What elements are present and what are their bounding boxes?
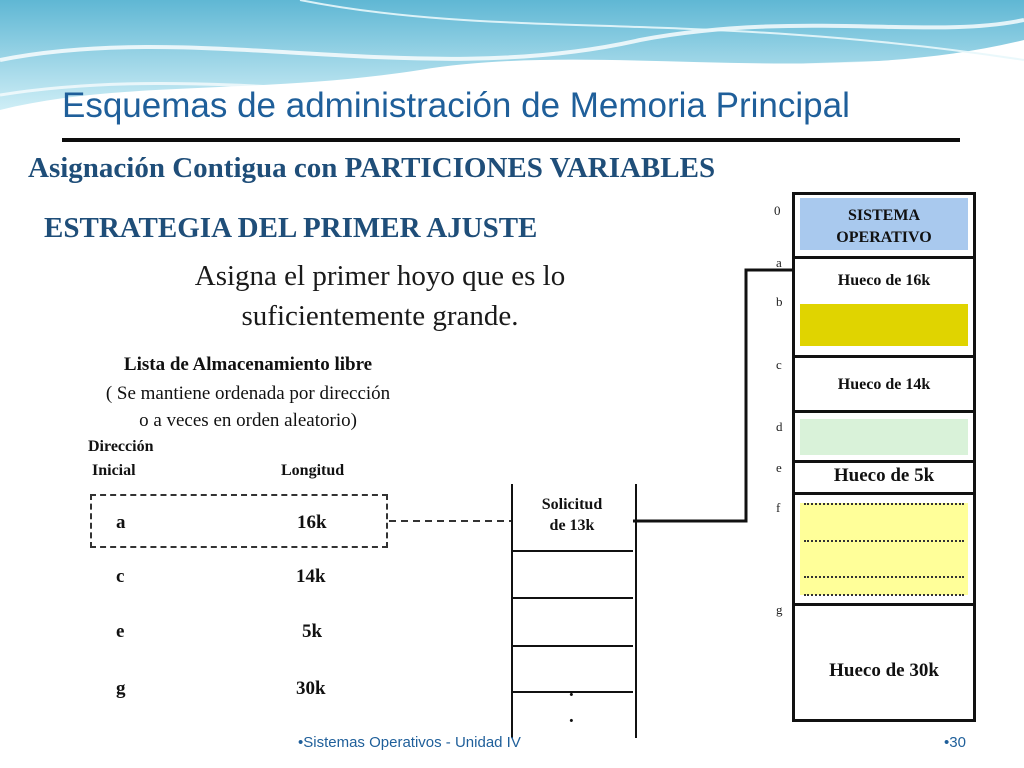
row-length: 30k: [296, 678, 326, 699]
request-line-1: Solicitud: [541, 496, 603, 513]
address-label: c: [776, 357, 782, 372]
hole-5k-label: Hueco de 5k: [833, 465, 935, 486]
os-label-line-1: SISTEMA: [847, 207, 921, 224]
row-length: 14k: [296, 566, 326, 587]
allocated-block-light-yellow: [800, 503, 968, 595]
address-label: f: [776, 500, 781, 515]
description-line-1: Asigna el primer hoyo que es lo: [194, 260, 566, 292]
dotted-line: [804, 540, 964, 542]
segment-divider: [792, 460, 976, 463]
ellipsis-dot: .: [569, 680, 574, 701]
row-length: 16k: [297, 512, 327, 533]
row-address: c: [116, 566, 125, 587]
segment-divider: [792, 603, 976, 606]
row-length: 5k: [302, 621, 323, 642]
dotted-line: [804, 503, 964, 505]
hole-14k-label: Hueco de 14k: [837, 376, 931, 393]
header-address-line-1: Dirección: [88, 438, 154, 455]
segment-divider: [792, 492, 976, 495]
strategy-heading: ESTRATEGIA DEL PRIMER AJUSTE: [44, 212, 538, 244]
os-label: [800, 205, 968, 249]
queue-divider: [511, 645, 633, 647]
row-address: e: [116, 621, 125, 642]
header-address-line-2: Inicial: [92, 462, 136, 479]
footer-page-number: •30: [944, 734, 966, 751]
os-label-line-2: OPERATIVO: [836, 229, 932, 246]
allocated-block-green: [800, 419, 968, 455]
allocated-block-13k: [800, 304, 968, 346]
address-label: e: [776, 460, 782, 475]
dotted-line: [804, 576, 964, 578]
header-length: Longitud: [281, 462, 345, 479]
free-list-title: Lista de Almacenamiento libre: [123, 354, 373, 375]
free-list-note-line-1: ( Se mantiene ordenada por dirección: [105, 383, 391, 404]
request-line-2: de 13k: [549, 517, 595, 534]
footer-course: •Sistemas Operativos - Unidad IV: [298, 734, 521, 751]
free-list-note-line-2: o a veces en orden aleatorio): [139, 410, 357, 431]
segment-divider: [792, 355, 976, 358]
ellipsis-dot: .: [569, 706, 574, 727]
hole-16k-label: Hueco de 16k: [837, 272, 931, 289]
request-label: [513, 494, 631, 536]
address-label: d: [776, 419, 783, 434]
address-label: a: [776, 255, 782, 270]
dotted-line: [804, 594, 964, 596]
segment-divider: [792, 256, 976, 259]
address-label: b: [776, 294, 783, 309]
description-line-2: suficientemente grande.: [241, 300, 519, 332]
slide-title: Esquemas de administración de Memoria Principal: [62, 86, 850, 125]
queue-divider: [511, 597, 633, 599]
segment-divider: [792, 410, 976, 413]
address-label: g: [776, 602, 783, 617]
slide-subtitle: Asignación Contigua con PARTICIONES VARIABLES: [28, 152, 716, 184]
queue-divider: [511, 550, 633, 552]
address-label: 0: [774, 203, 781, 218]
hole-30k-label: Hueco de 30k: [829, 660, 939, 681]
row-address: a: [116, 512, 126, 533]
row-address: g: [116, 678, 126, 699]
